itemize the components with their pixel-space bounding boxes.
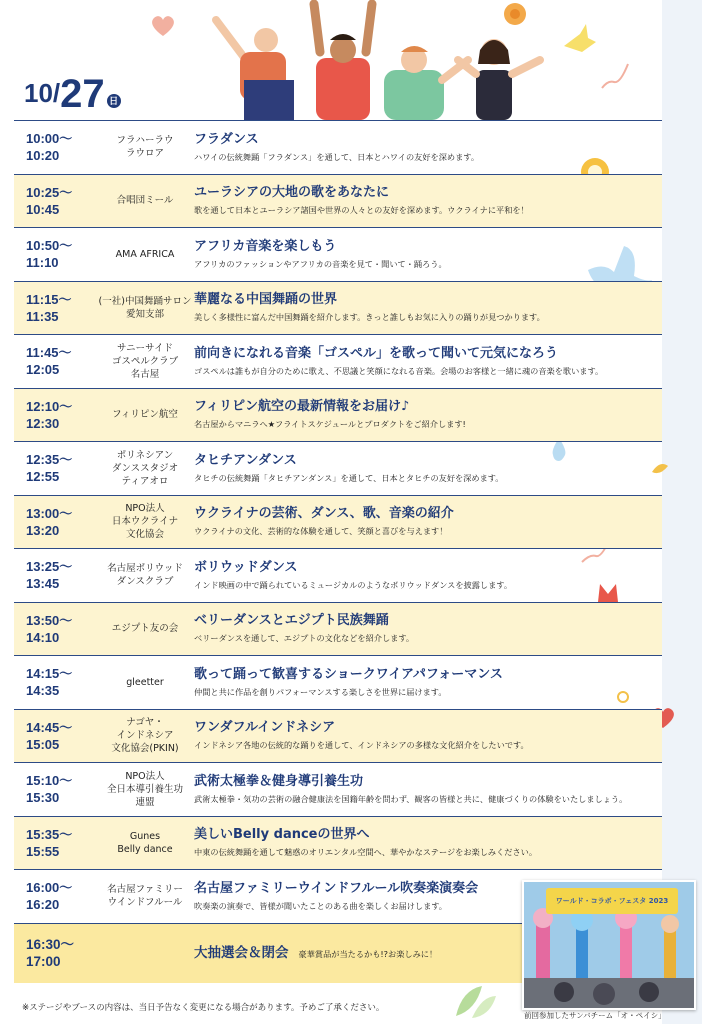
date-day: 27 [60,72,105,116]
program-title: 華麗なる中国舞踊の世界 [194,292,338,308]
time-range [26,817,98,870]
program-description: 美しく多様性に富んだ中国舞踊を紹介します。きっと誰しもお気に入りの踊りが見つかります。 [194,312,545,323]
change-notice: ※ステージやブースの内容は、当日予告なく変更になる場合があります。予めご了承ください。 [22,1003,385,1013]
performer-name: ポリネシアン ダンススタジオ ティアオロ [111,449,179,487]
schedule-row [14,763,662,817]
schedule-row [14,335,662,389]
program-title: 名古屋ファミリーウインドフルール吹奏楽演奏会 [194,880,479,896]
time-range [26,282,98,335]
schedule-row [14,656,662,710]
end-time: 11:10 [26,255,59,271]
program-description: ウクライナの文化、芸術的な体験を通して、笑顔と喜びを与えます！ [194,526,448,537]
program-title: フラダンス [194,131,259,147]
end-time: 15:05 [26,736,60,752]
program-info [194,282,656,335]
date-weekday-badge: 日 [107,94,121,108]
photo-caption: 前回参加したサンバチーム「オ・ペイシ」 [524,1011,666,1020]
event-date [24,74,119,114]
program-info [194,496,656,549]
schedule-row [14,121,662,175]
performer-name: 名古屋ボリウッド ダンスクラブ [107,563,183,588]
program-title: ウクライナの芸術、ダンス、歌、音楽の紹介 [194,506,454,522]
festa-banner [546,888,678,914]
start-time: 11:15～ [26,291,72,307]
start-time: 16:30～ [26,937,75,952]
end-time: 11:35 [26,308,59,324]
program-description: アフリカのファッションやアフリカの音楽を見て・聞いて・踊ろう。 [194,258,447,269]
end-time: 13:45 [26,576,60,592]
performer-name: gleetter [126,676,164,688]
program-title: タヒチアンダンス [194,452,297,468]
program-description: 豪華賞品が当たるかも!?お楽しみに！ [298,949,438,959]
right-background-band [662,0,702,1024]
schedule-row [14,496,662,550]
end-time: 10:20 [26,148,60,164]
end-time: 14:35 [26,683,60,699]
program-info [194,603,656,656]
performer-name: NPO法人 日本ウクライナ 文化協会 [111,503,179,541]
start-time: 16:00～ [26,880,73,896]
end-time: 15:30 [26,790,60,806]
time-range [26,442,98,495]
schedule-row [14,228,662,282]
program-title: フィリピン航空の最新情報をお届け♪ [194,399,410,415]
program-info [194,763,656,816]
program-info [194,121,656,174]
program-info [194,656,656,709]
heart-icon [150,14,176,38]
performer-name: ナゴヤ・ インドネシア 文化協会(PKIN) [111,717,179,755]
end-time: 15:55 [26,843,60,859]
end-time: 16:20 [26,897,60,913]
program-info [194,442,656,495]
performer-name: フィリピン航空 [112,409,178,421]
squiggle-icon [600,60,630,90]
program-description: ゴスペルは誰もが自分のために歌え、不思議と笑顔になれる音楽。会場のお客様と一緒に魂の音楽を歌います。 [194,365,604,376]
start-time: 12:10～ [26,398,73,414]
start-time: 15:10～ [26,773,73,789]
performer-name: サニーサイド ゴスペルクラブ 名古屋 [111,342,179,380]
program-description: 仲間と共に作品を創りパフォーマンスする楽しさを世界に届けます。 [194,686,447,697]
time-range [26,924,98,983]
program-info [194,389,656,442]
end-time: 12:55 [26,469,60,485]
program-title: ベリーダンスとエジプト民族舞踊 [194,613,389,629]
program-title: ボリウッドダンス [194,559,298,575]
program-description: 名古屋からマニラへ★フライトスケジュールとプロダクトをご紹介します! [194,419,466,430]
end-time: 17:00 [26,954,61,969]
performer-name: NPO法人 全日本導引養生功 連盟 [106,770,183,808]
program-title: 美しいBelly danceの世界へ [194,827,370,843]
schedule-table [14,120,662,983]
time-range [26,603,98,656]
time-range [26,121,98,174]
time-range [26,870,98,923]
start-time: 14:45～ [26,719,73,735]
schedule-row [14,549,662,603]
schedule-row [14,442,662,496]
program-description: 武術太極拳・気功の芸術の融合健康法を国籍年齢を問わず、観客の皆様と共に、健康づくりの体験をいたしましょう。 [194,793,628,804]
time-range [26,496,98,549]
schedule-row [14,282,662,336]
schedule-row [14,389,662,443]
schedule-row [14,603,662,657]
time-range [26,763,98,816]
schedule-row [14,710,662,764]
time-range [26,549,98,602]
schedule-row [14,175,662,229]
schedule-row [14,817,662,871]
program-description: タヒチの伝統舞踊「タヒチアンダンス」を通して、日本とタヒチの友好を深めます。 [194,472,504,483]
performer-name: AMA AFRICA [115,248,175,260]
performer-name: (一社)中国舞踊サロン 愛知支部 [98,295,192,320]
time-range [26,228,98,281]
festa-banner-text: ワールド・コラボ・フェスタ 2023 [555,897,669,905]
performer-name: フラハーラウ ラウロア [116,135,174,160]
start-time: 13:50～ [26,612,73,628]
date-month: 10 [24,78,53,108]
samba-team-photo [522,880,696,1010]
end-time: 13:20 [26,522,60,538]
start-time: 13:25～ [26,559,73,575]
program-description: ベリーダンスを通して、エジプトの文化などを紹介します。 [194,633,415,644]
program-info [194,335,656,388]
performer-name: エジプト友の会 [111,623,179,635]
program-title: 武術太極拳＆健身導引養生功 [194,773,364,789]
time-range [26,175,98,228]
end-time: 10:45 [26,201,60,217]
program-title: 前向きになれる音楽「ゴスペル」を歌って聞いて元気になろう [194,345,559,361]
program-description: ハワイの伝統舞踊「フラダンス」を通して、日本とハワイの友好を深めます。 [194,151,480,162]
program-title: 大抽選会＆閉会 [194,945,289,961]
start-time: 10:00～ [26,131,73,147]
program-description: 歌を通して日本とユーラシア諸国や世界の人々との友好を深めます。ウクライナに平和を！ [194,205,529,216]
bird-icon [560,22,600,62]
program-info [194,228,656,281]
program-title: 歌って踊って歓喜するショークワイアパフォーマンス [194,666,503,682]
end-time: 12:05 [26,362,60,378]
program-title: ワンダフルインドネシア [194,720,336,736]
performer-name [90,924,200,983]
program-description: 吹奏楽の演奏で、皆様が聞いたことのある曲を楽しくお届けします。 [194,900,447,911]
program-info [194,710,656,763]
performer-name: Gunes Belly dance [117,830,173,855]
program-info [194,175,656,228]
performer-name: 名古屋ファミリー ウインドフルール [107,884,183,909]
leaves-icon [452,980,498,1020]
performer-name: 合唱団ミール [116,195,174,207]
start-time: 15:35～ [26,826,73,842]
time-range [26,710,98,763]
start-time: 13:00～ [26,505,73,521]
start-time: 10:25～ [26,184,73,200]
time-range [26,389,98,442]
program-title: ユーラシアの大地の歌をあなたに [194,185,390,201]
end-time: 12:30 [26,415,60,431]
program-description: 中東の伝統舞踊を通して魅惑のオリエンタル空間へ、華やかなステージをお楽しみください。 [194,847,538,858]
program-description: インド映画の中で踊られているミュージカルのようなボリウッドダンスを披露します。 [194,579,513,590]
program-info [194,817,656,870]
date-slash: / [52,78,61,108]
start-time: 11:45～ [26,345,72,361]
start-time: 10:50～ [26,238,73,254]
start-time: 12:35～ [26,452,73,468]
people-illustration [196,0,556,120]
program-info [194,549,656,602]
start-time: 14:15～ [26,666,73,682]
time-range [26,335,98,388]
program-description: インドネシア各地の伝統的な踊りを通して、インドネシアの多様な文化紹介をしたいです。 [194,740,529,751]
end-time: 14:10 [26,629,60,645]
program-title: アフリカ音楽を楽しもう [194,238,337,254]
time-range [26,656,98,709]
